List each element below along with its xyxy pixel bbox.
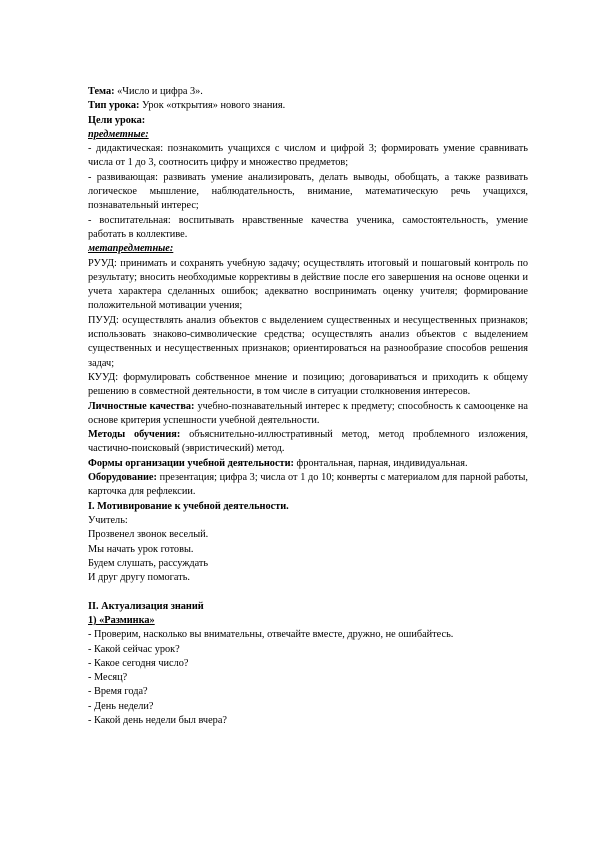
subject-item: - дидактическая: познакомить учащихся с числом и цифрой 3; формировать умение сравнивать числа от 1 до 3, соотносить цифру и множество предметов; <box>88 143 528 169</box>
warmup-line: - Какое сегодня число? <box>88 657 189 669</box>
warmup-line: - Какой день недели был вчера? <box>88 715 227 727</box>
meta-item-regulatory: РУУД: принимать и сохранять учебную задачу; осуществлять итоговый и пошаговый контроль по результату; вносить необходимые коррективы в действие после его завершения на основе оценки и учета характера сделанных ошибок; адекватно воспринимать оценку учителя; формирование положительной мотивации учения; <box>88 257 528 312</box>
subject-item: - развивающая: развивать умение анализировать, делать выводы, обобщать, а также развивать логическое мышление, наблюдательность, внимание, математическую речь учащихся, познавательный интерес; <box>88 171 528 212</box>
meta-item-cognitive: ПУУД: осуществлять анализ объектов с выделением существенных и несущественных признаков; использовать знаково-символические средства; осуществлять анализ объектов с выделением существенных и несущественных признаков; ориентироваться на разнообразие способов решения задач; <box>88 314 528 369</box>
meta-item-communicative: КУУД: формулировать собственное мнение и позицию; договариваться и приходить к общему решению в совместной деятельности, в том числе в ситуации столкновения интересов. <box>88 371 528 398</box>
organization-forms <box>88 457 528 471</box>
blank-line <box>88 585 528 599</box>
equipment-label: Оборудование: <box>88 472 157 484</box>
warmup-line: - Какой сейчас урок? <box>88 643 180 655</box>
equipment <box>88 471 528 500</box>
warmup-line: - Время года? <box>88 686 148 698</box>
forms-label: Формы организации учебной деятельности: <box>88 457 294 469</box>
verse-line: Будем слушать, рассуждать <box>88 557 209 569</box>
personal-label: Личностные качества: <box>88 400 195 412</box>
equipment-value: презентация; цифра 3; числа от 1 до 10; конверты с материалом для парной работы, карточка для рефлексии. <box>88 472 528 498</box>
meta-goals-title: метапредметные: <box>88 243 174 255</box>
teaching-methods <box>88 428 528 457</box>
section-2-title: II. Актуализация знаний <box>88 600 204 612</box>
verse-line: И друг другу помогать. <box>88 572 190 584</box>
warmup-line: - День недели? <box>88 700 154 712</box>
topic-label: Тема: <box>88 86 115 97</box>
topic-value: «Число и цифра 3». <box>114 86 203 97</box>
lesson-type-value: Урок «открытия» нового знания. <box>139 100 286 112</box>
topic-line <box>88 85 528 99</box>
section-1-title: I. Мотивирование к учебной деятельности. <box>88 500 289 512</box>
personal-qualities <box>88 400 528 429</box>
forms-value: фронтальная, парная, индивидуальная. <box>293 457 468 469</box>
warmup-line: - Месяц? <box>88 672 128 684</box>
lesson-type-line <box>88 99 528 113</box>
subject-goals-title: предметные: <box>88 128 149 140</box>
subject-item: - воспитательная: воспитывать нравственные качества ученика, самостоятельность, умение работать в коллективе. <box>88 214 528 240</box>
lesson-type-label: Тип урока: <box>88 100 140 112</box>
verse-line: Мы начать урок готовы. <box>88 543 194 555</box>
warmup-title: 1) «Разминка» <box>88 614 155 626</box>
verse-line: Прозвенел звонок веселый. <box>88 529 209 541</box>
teacher-label: Учитель: <box>88 514 128 526</box>
methods-value: объяснительно-иллюстративный метод, метод проблемного изложения, частично-поисковый (эвристический) метод. <box>88 429 528 455</box>
warmup-line: - Проверим, насколько вы внимательны, отвечайте вместе, дружно, не ошибайтесь. <box>88 629 454 641</box>
methods-label: Методы обучения: <box>88 429 181 441</box>
document-page <box>88 85 528 728</box>
personal-value: учебно-познавательный интерес к предмету; способность к самооценке на основе критерия успешности учебной деятельности. <box>88 400 528 426</box>
goals-title: Цели урока: <box>88 114 146 126</box>
